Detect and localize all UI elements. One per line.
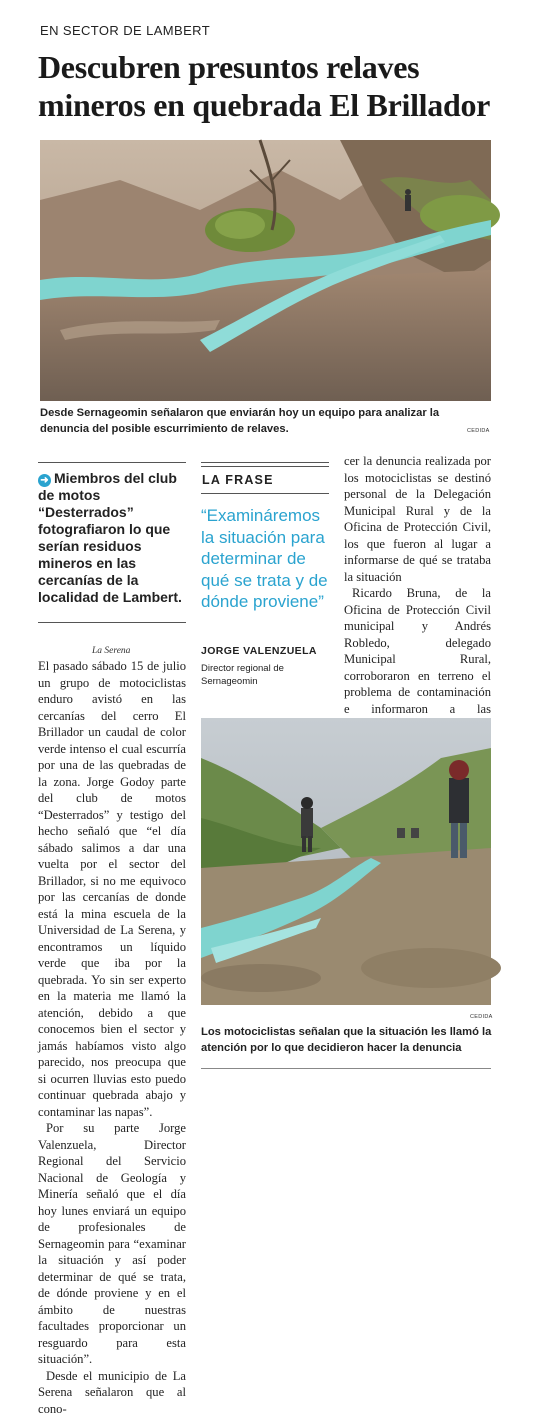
main-photo-caption: Desde Sernageomin señalaron que enviarán hoy un equipo para analizar la denuncia del posible escurrimiento de relaves. <box>40 405 491 437</box>
secondary-photo-caption: Los motociclistas señalan que la situación les llamó la atención por lo que decidieron hacer la denuncia <box>201 1024 493 1056</box>
headline: Descubren presuntos relaves mineros en quebrada El Brillador <box>38 48 508 124</box>
article-paragraph: Por su parte Jorge Valenzuela, Director Regional del Servicio Nacional de Geología y Minería señaló que el día hoy lunes enviará un equipo de profesionales de Sernageomin para “examinar la situación y así poder determinar de qué se trata, de dónde proviene y en el ámbito de nuestras facultades proporcionar un resguardo para esta situación”. <box>38 1120 186 1368</box>
section-tag: EN SECTOR DE LAMBERT <box>40 23 210 38</box>
dateline: La Serena <box>92 646 130 656</box>
sidebar-text: Miembros del club de motos “Desterrados” fotografiaron lo que serían residuos mineros en las cercanías de la localidad de Lambert. <box>38 470 182 605</box>
main-photo <box>40 140 491 401</box>
article-paragraph: Desde el municipio de La Serena señalaron que al cono- <box>38 1368 186 1417</box>
article-paragraph: El pasado sábado 15 de julio un grupo de motociclistas enduro avistó en las cercanías del cerro El Brillador un caudal de color verde intenso el cual escurría por una de las quebradas de la zona. Jorge Godoy parte del club de motos “Desterrados” y testigo del hecho señaló que “el día sábado salimos a dar una vuelta por el sector del Brillador, si no me equivoco por las cercanías de donde está la mina escuela de la Universidad de La Serena, y encontramos un líquido verde que iba por la quebrada. Yo sin ser experto en la materia me llamó la atención, debido a que conocemos bien el sector y jamás habíamos visto algo parecido, nos preocupa que si ocurren lluvias esto puedo continuar quebrada abajo y contaminar las napas”. <box>38 658 186 1120</box>
secondary-photo-credit: CEDIDA <box>470 1014 493 1020</box>
sidebar-summary <box>38 470 186 606</box>
frase-top-rule-2 <box>201 466 329 467</box>
frase-label: LA FRASE <box>202 473 274 487</box>
quote-author: JORGE VALENZUELA <box>201 645 317 657</box>
article-column-1 <box>38 658 186 1417</box>
sidebar-top-rule <box>38 462 186 463</box>
article-paragraph: cer la denuncia realizada por los motociclistas se destinó personal de la Delegación Municipal Rural y de la Oficina de Protección Civil, los que fueron al lugar a informarse de qué se trataba la situación <box>344 453 491 585</box>
main-photo-credit: CEDIDA <box>467 428 490 434</box>
arrow-right-circle-icon: ➜ <box>38 474 51 487</box>
sidebar-bottom-rule <box>38 622 186 623</box>
frase-top-rule <box>201 462 329 463</box>
frase-label-rule <box>201 493 329 494</box>
article-paragraph: Ricardo Bruna, de la Oficina de Protección Civil municipal y Andrés Robledo, delegado Municipal Rural, corroboraron en terreno el problema de contaminación e informaron a las <box>344 585 491 767</box>
secondary-caption-rule <box>201 1068 491 1069</box>
secondary-photo <box>201 718 491 1005</box>
pull-quote: “Examináremos la situación para determinar de qué se trata y de dónde proviene” <box>201 505 336 613</box>
quote-author-role: Director regional de Sernageomin <box>201 662 331 688</box>
